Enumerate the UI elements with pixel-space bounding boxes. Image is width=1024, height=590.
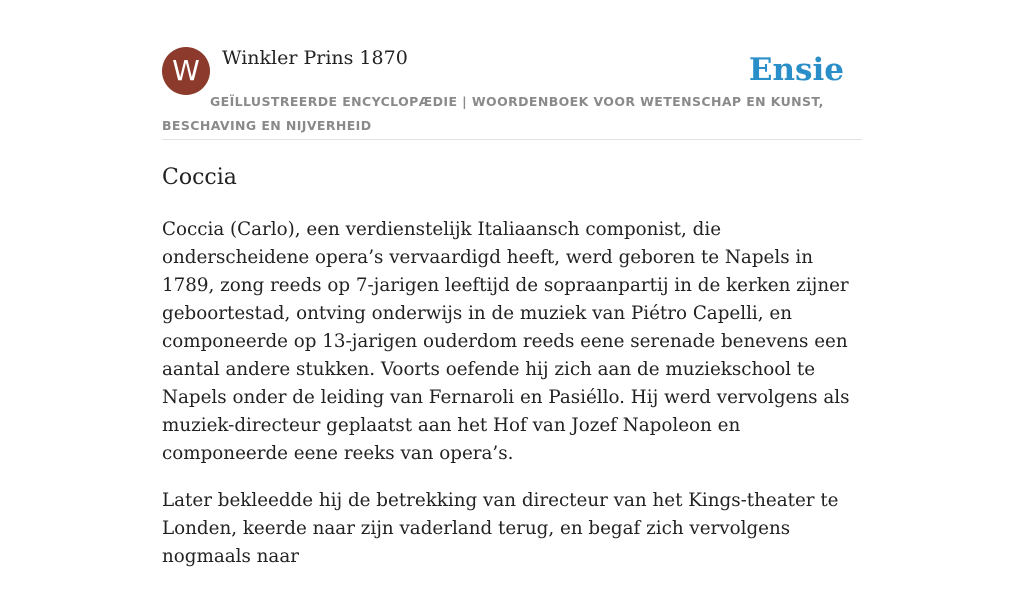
article-body	[162, 216, 864, 590]
source-header	[162, 46, 862, 140]
article-paragraph: Coccia (Carlo), een verdienstelijk Italiaansch componist, die onderscheidene opera’s vervaardigd heeft, werd geboren te Napels in 1789, zong reeds op 7-jarigen leeftijd de sopraanpartij in de kerken zijner geboortestad, ontving onderwijs in de muziek van Piétro Capelli, en componeerde op 13-jarigen ouderdom reeds eene serenade benevens een aantal andere stukken. Voorts oefende hij zich aan de muziekschool te Napels onder de leiding van Fernaroli en Pasiéllo. Hij werd vervolgens als muziek-directeur geplaatst aan het Hof van Jozef Napoleon en componeerde eene reeks van opera’s.	[162, 219, 850, 464]
article-title: Coccia	[162, 165, 237, 190]
source-avatar[interactable]: W	[162, 47, 210, 95]
source-subtitle: GEÏLLUSTREERDE ENCYCLOPÆDIE | WOORDENBOEK VOOR WETENSCHAP EN KUNST, BESCHAVING EN NIJVERHEID	[162, 94, 824, 133]
ensie-logo[interactable]: Ensie	[748, 52, 844, 88]
source-title-link[interactable]: Winkler Prins 1870	[222, 47, 408, 69]
article-paragraph: Later bekleedde hij de betrekking van directeur van het Kings-theater te Londen, keerde naar zijn vaderland terug, en begaf zich vervolgens nogmaals naar	[162, 490, 839, 567]
